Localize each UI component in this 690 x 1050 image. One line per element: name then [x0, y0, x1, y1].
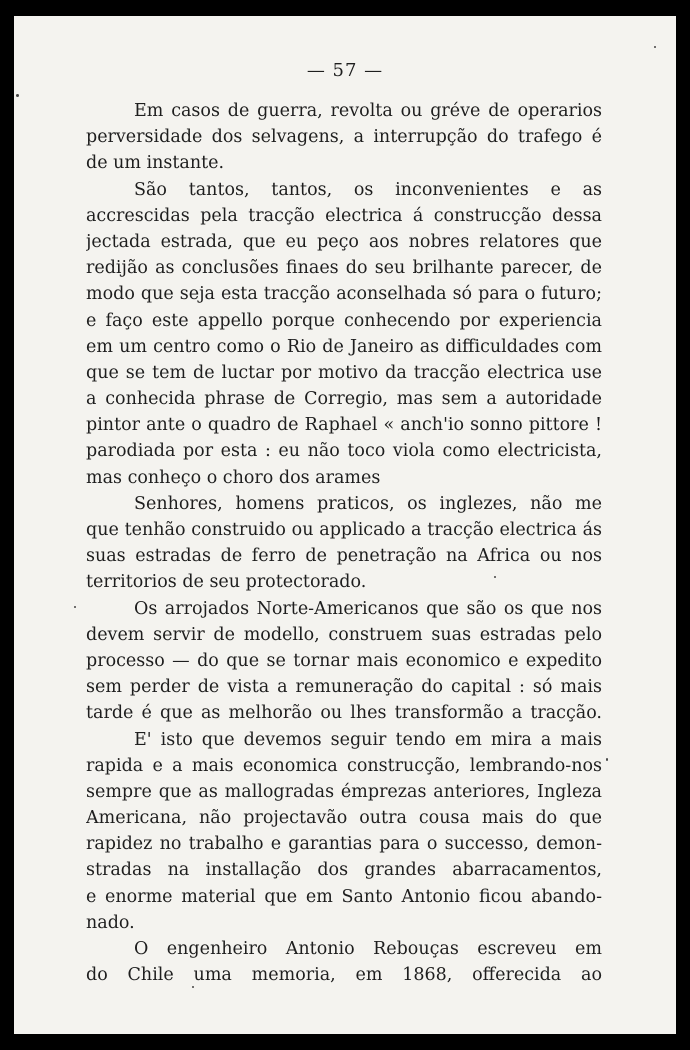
text-line: e enorme material que em Santo Antonio ficou abando-	[86, 886, 602, 907]
text-line: nado.	[86, 912, 135, 933]
book-page	[14, 16, 676, 1034]
print-speck	[606, 758, 608, 761]
text-line: parodiada por esta : eu não toco viola como electricista,	[86, 441, 602, 462]
body-text	[86, 98, 602, 988]
text-line: territorios de seu protectorado.	[86, 572, 367, 593]
print-speck	[192, 986, 194, 988]
print-speck	[16, 94, 19, 97]
text-line: Senhores, homens praticos, os inglezes, não me	[134, 493, 602, 514]
page-number: — 57 —	[306, 60, 384, 81]
text-line: que tenhão construido ou applicado a tracção electrica ás	[86, 520, 602, 540]
text-line: modo que seja esta tracção aconselhada só para o futuro;	[86, 284, 602, 305]
text-line: rapida e a mais economica construcção, lembrando-nos	[86, 755, 602, 776]
text-line: e faço este appello porque conhecendo por experiencia	[86, 310, 602, 331]
text-line: a conhecida phrase de Corregio, mas sem a autoridade	[86, 389, 602, 410]
text-line: do Chile uma memoria, em 1868, offerecida ao	[86, 965, 602, 986]
text-line: Os arrojados Norte-Americanos que são os que nos	[134, 598, 602, 619]
text-line: tarde é que as melhorão ou lhes transformão a tracção.	[86, 703, 602, 724]
text-line: sempre que as mallogradas émprezas anteriores, Ingleza	[86, 781, 602, 802]
text-line: Em casos de guerra, revolta ou gréve de operarios	[134, 101, 602, 121]
text-line: perversidade dos selvagens, a interrupção do trafego é	[86, 127, 602, 148]
text-line: processo — do que se tornar mais economico e expedito	[86, 650, 602, 671]
text-line: que se tem de luctar por motivo da tracção electrica use	[86, 362, 602, 383]
text-line: E' isto que devemos seguir tendo em mira a mais	[134, 729, 602, 750]
text-line: Americana, não projectavão outra cousa mais do que	[86, 808, 602, 829]
text-line: O engenheiro Antonio Rebouças escreveu em	[134, 939, 602, 959]
print-speck	[74, 606, 76, 608]
text-line: accrescidas pela tracção electrica á construcção dessa	[86, 205, 602, 226]
text-line: suas estradas de ferro de penetração na Africa ou nos	[86, 546, 602, 567]
text-line: de um instante.	[86, 153, 225, 174]
print-speck	[494, 576, 496, 578]
text-line: pintor ante o quadro de Raphael « anch'io sonno pittore !	[86, 415, 602, 436]
text-line: devem servir de modello, construem suas estradas pelo	[86, 624, 602, 645]
text-line: mas conheço o choro dos arames	[86, 467, 381, 488]
text-line: redijão as conclusões finaes do seu brilhante parecer, de	[86, 258, 602, 279]
text-line: stradas na installação dos grandes abarracamentos,	[86, 860, 602, 881]
text-line: São tantos, tantos, os inconvenientes e as	[134, 179, 602, 200]
text-line: rapidez no trabalho e garantias para o successo, demon-	[86, 834, 602, 855]
text-line: em um centro como o Rio de Janeiro as difficuldades com	[86, 336, 602, 357]
print-speck	[654, 46, 656, 48]
text-line: jectada estrada, que eu peço aos nobres relatores que	[86, 231, 602, 252]
text-line: sem perder de vista a remuneração do capital : só mais	[86, 677, 602, 698]
